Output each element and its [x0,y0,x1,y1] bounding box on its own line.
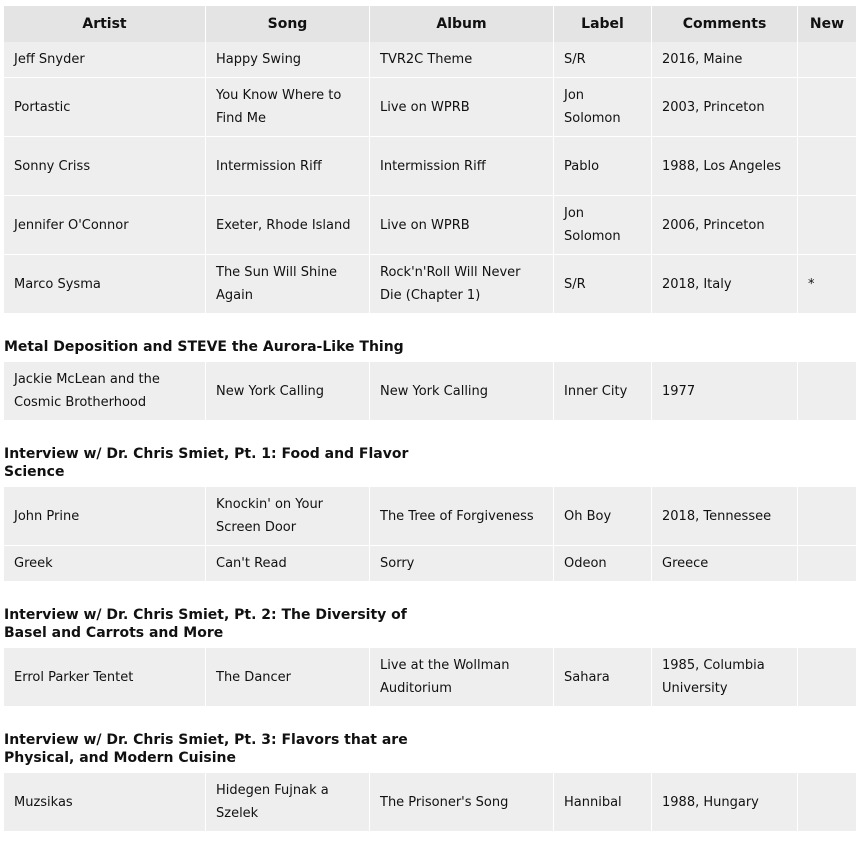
cell-album: New York Calling [370,362,554,421]
cell-comments: 2003, Princeton [652,78,798,137]
cell-album: Live on WPRB [370,196,554,255]
header-album: Album [370,6,554,42]
cell-comments: 2018, Tennessee [652,487,798,546]
cell-album: Intermission Riff [370,137,554,196]
cell-new [798,773,856,832]
cell-comments: 2018, Italy [652,255,798,314]
cell-label: S/R [554,255,652,314]
table-row [4,773,856,832]
cell-new [798,362,856,421]
section-title: Interview w/ Dr. Chris Smiet, Pt. 2: The Diversity of Basel and Carrots and More [4,607,407,641]
cell-new [798,546,856,582]
cell-album: Live at the Wollman Auditorium [370,648,554,707]
header-new: New [798,6,856,42]
cell-label: Inner City [554,362,652,421]
cell-album: Live on WPRB [370,78,554,137]
cell-label: Odeon [554,546,652,582]
cell-label: Jon Solomon [554,78,652,137]
playlist-table-section [4,487,856,582]
cell-song: Intermission Riff [206,137,370,196]
cell-new [798,196,856,255]
cell-song: You Know Where to Find Me [206,78,370,137]
table-row [4,255,856,314]
table-row [4,362,856,421]
cell-label: Hannibal [554,773,652,832]
playlist-table-section [4,648,856,707]
header-artist: Artist [4,6,206,42]
cell-song: Happy Swing [206,42,370,78]
cell-artist: John Prine [4,487,206,546]
cell-new [798,648,856,707]
cell-comments: 1988, Hungary [652,773,798,832]
cell-comments: 2016, Maine [652,42,798,78]
cell-label: Oh Boy [554,487,652,546]
cell-artist: Sonny Criss [4,137,206,196]
cell-artist: Marco Sysma [4,255,206,314]
header-song: Song [206,6,370,42]
section-title: Interview w/ Dr. Chris Smiet, Pt. 3: Flavors that are Physical, and Modern Cuisine [4,732,408,766]
cell-artist: Jackie McLean and the Cosmic Brotherhood [4,362,206,421]
table-row [4,487,856,546]
table-row [4,648,856,707]
table-row [4,137,856,196]
playlist-table-section [4,362,856,421]
cell-song: Hidegen Fujnak a Szelek [206,773,370,832]
cell-new [798,78,856,137]
cell-song: Can't Read [206,546,370,582]
cell-album: Sorry [370,546,554,582]
table-row [4,546,856,582]
cell-song: New York Calling [206,362,370,421]
cell-song: Knockin' on Your Screen Door [206,487,370,546]
cell-song: The Sun Will Shine Again [206,255,370,314]
cell-artist: Errol Parker Tentet [4,648,206,707]
table-row [4,196,856,255]
cell-album: The Tree of Forgiveness [370,487,554,546]
cell-comments: 1985, Columbia University [652,648,798,707]
section-title: Interview w/ Dr. Chris Smiet, Pt. 1: Food and Flavor Science [4,446,409,480]
table-row [4,78,856,137]
playlist-table-section [4,773,856,832]
cell-song: The Dancer [206,648,370,707]
cell-song: Exeter, Rhode Island [206,196,370,255]
cell-comments: 1988, Los Angeles [652,137,798,196]
cell-album: The Prisoner's Song [370,773,554,832]
cell-comments: 2006, Princeton [652,196,798,255]
cell-new [798,487,856,546]
cell-album: TVR2C Theme [370,42,554,78]
cell-new [798,137,856,196]
cell-artist: Portastic [4,78,206,137]
cell-artist: Jeff Snyder [4,42,206,78]
cell-new: * [798,255,856,314]
cell-comments: Greece [652,546,798,582]
table-row [4,42,856,78]
cell-label: S/R [554,42,652,78]
cell-comments: 1977 [652,362,798,421]
cell-label: Pablo [554,137,652,196]
cell-artist: Muzsikas [4,773,206,832]
header-label: Label [554,6,652,42]
cell-label: Sahara [554,648,652,707]
cell-new [798,42,856,78]
playlist-table-main [4,6,856,314]
cell-artist: Jennifer O'Connor [4,196,206,255]
section-title: Metal Deposition and STEVE the Aurora-Like Thing [4,339,404,355]
cell-album: Rock'n'Roll Will Never Die (Chapter 1) [370,255,554,314]
cell-artist: Greek [4,546,206,582]
header-row [4,6,856,42]
header-comments: Comments [652,6,798,42]
cell-label: Jon Solomon [554,196,652,255]
playlist [4,6,856,832]
